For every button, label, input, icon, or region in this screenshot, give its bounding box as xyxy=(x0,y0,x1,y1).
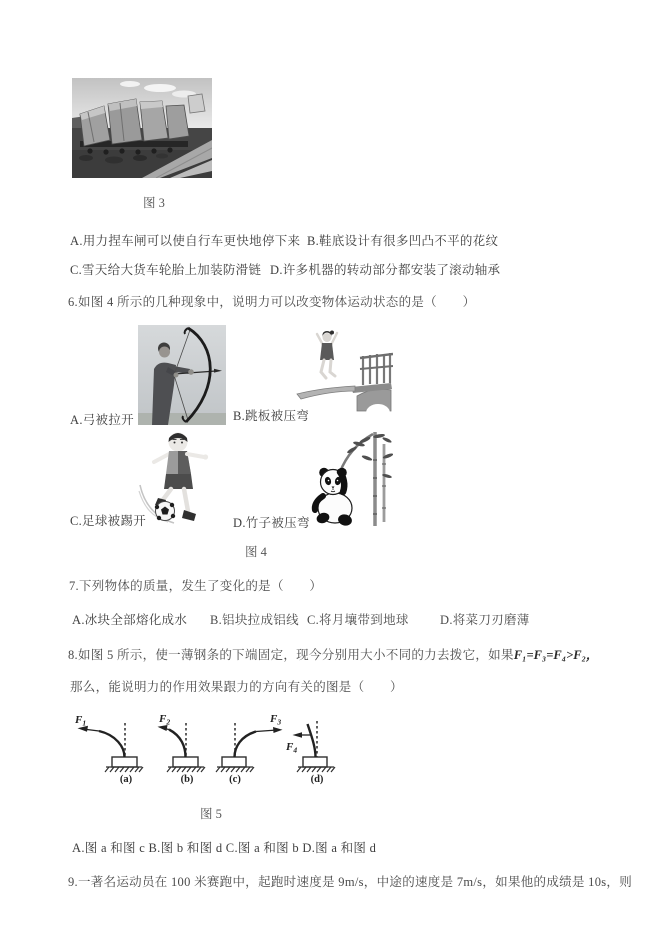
figure4-caption: 图 4 xyxy=(245,545,267,559)
q8-options: A.图 a 和图 c B.图 b 和图 d C.图 a 和图 b D.图 a 和图 d xyxy=(72,841,377,855)
q6-soccer-image xyxy=(138,427,218,525)
figure3-caption: 图 3 xyxy=(143,196,165,210)
force-label-f1: $F_1$ xyxy=(75,714,87,728)
q6-option-c: C.足球被踢开 xyxy=(70,514,147,528)
panel-label-b: (b) xyxy=(180,774,194,785)
q6-option-b: B.跳板被压弯 xyxy=(233,409,310,423)
q5-option-d: D.许多机器的转动部分都安装了滚动轴承 xyxy=(270,263,501,277)
q9-stem: 9.一著名运动员在 100 米赛跑中，起跑时速度是 9m/s，中途的速度是 7m/s，如果他的成绩是 10s，则 xyxy=(68,875,633,889)
q6-archer-image xyxy=(138,325,226,425)
figure3-stones-photo xyxy=(72,78,212,178)
force-label-f3: $F_3$ xyxy=(270,713,282,727)
q7-stem: 7.下列物体的质量，发生了变化的是（ ） xyxy=(69,579,323,593)
q5-option-c: C.雪天给大货车轮胎上加装防滑链 xyxy=(70,263,262,277)
q7-option-d: D.将菜刀刃磨薄 xyxy=(440,613,530,627)
q6-diving-board-image xyxy=(293,328,393,414)
panel-label-a: (a) xyxy=(119,774,133,785)
q5-option-b: B.鞋底设计有很多凹凸不平的花纹 xyxy=(307,234,499,248)
q8-stem-line1-text: 8.如图 5 所示，使一薄钢条的下端固定，现今分别用大小不同的力去拨它，如果 xyxy=(68,648,514,662)
q6-panda-bamboo-image xyxy=(303,430,393,528)
panel-label-d: (d) xyxy=(310,774,324,785)
q7-option-c: C.将月壤带到地球 xyxy=(307,613,409,627)
panel-label-c: (c) xyxy=(229,774,241,785)
q7-option-a: A.冰块全部熔化成水 xyxy=(72,613,188,627)
q6-option-d: D.竹子被压弯 xyxy=(233,516,310,530)
q5-option-a: A.用力捏车闸可以使自行车更快地停下来 xyxy=(70,234,301,248)
q6-option-a: A.弓被拉开 xyxy=(70,413,134,427)
figure5-force-diagram xyxy=(60,703,340,790)
q8-stem-line1 xyxy=(68,648,598,662)
q7-option-b: B.铝块拉成铝线 xyxy=(210,613,299,627)
q8-stem-line2: 那么，能说明力的作用效果跟力的方向有关的图是（ ） xyxy=(70,680,403,694)
force-label-f4: $F_4$ xyxy=(286,741,298,755)
force-label-f2: $F_2$ xyxy=(159,713,171,727)
q6-stem: 6.如图 4 所示的几种现象中，说明力可以改变物体运动状态的是（ ） xyxy=(68,295,476,309)
q8-force-formula: F₁=F₃=F₄>F₂， xyxy=(513,648,599,662)
figure5-caption: 图 5 xyxy=(200,807,222,821)
